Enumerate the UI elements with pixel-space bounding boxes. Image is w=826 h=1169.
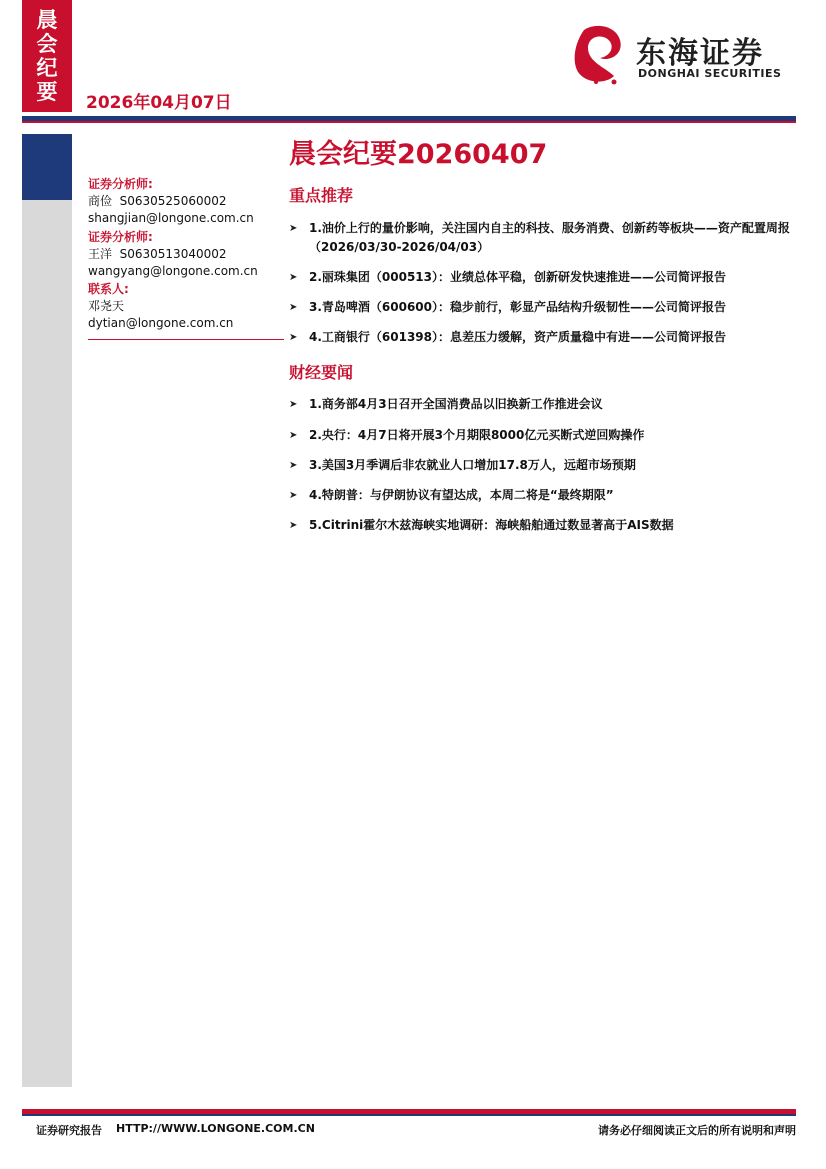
list-item-text: 3.青岛啤酒（600600）：稳步前行，彰显产品结构升级韧性——公司简评报告	[309, 300, 727, 314]
left-sidebar	[22, 134, 72, 1087]
analyst-2	[88, 229, 258, 280]
list-item-text: 3.美国3月季调后非农就业人口增加17.8万人，远超市场预期	[309, 458, 636, 472]
bullet-arrow-icon: ➤	[289, 490, 298, 501]
report-type-tab	[22, 0, 72, 112]
analyst-email: shangjian@longone.com.cn	[88, 211, 254, 225]
analyst-1	[88, 176, 254, 227]
list-item[interactable]	[289, 516, 804, 535]
contact	[88, 281, 233, 332]
analyst-name-code: 商俭 S0630525060002	[88, 194, 227, 208]
sidebar-accent-block	[22, 134, 72, 200]
header-rule-accent	[22, 121, 796, 123]
dragon-logo-icon	[566, 22, 630, 92]
list-item-text: 4.工商银行（601398）：息差压力缓解，资产质量稳中有进——公司简评报告	[309, 330, 727, 344]
analyst-label: 证券分析师:	[88, 230, 153, 244]
report-date: 2026年04月07日	[86, 93, 232, 113]
footer-url-link[interactable]: HTTP://WWW.LONGONE.COM.CN	[116, 1122, 315, 1135]
bullet-arrow-icon: ➤	[289, 272, 298, 283]
list-item[interactable]	[289, 219, 804, 257]
analyst-label: 证券分析师:	[88, 177, 153, 191]
bullet-arrow-icon: ➤	[289, 460, 298, 471]
footer-disclaimer: 请务必仔细阅读正文后的所有说明和声明	[598, 1124, 796, 1137]
tab-char: 要	[36, 80, 58, 104]
list-item-text: 2.央行：4月7日将开展3个月期限8000亿元买断式逆回购操作	[309, 428, 645, 442]
list-item-text: 5.Citrini霍尔木兹海峡实地调研：海峡船舶通过数显著高于AIS数据	[309, 518, 674, 532]
list-item[interactable]	[289, 268, 804, 287]
list-item[interactable]	[289, 486, 804, 505]
bullet-arrow-icon: ➤	[289, 223, 298, 234]
bullet-arrow-icon: ➤	[289, 302, 298, 313]
list-item-text: 1.油价上行的量价影响，关注国内自主的科技、服务消费、创新药等板块——资产配置周报（2026/03/30-2026/04/03）	[309, 221, 790, 254]
list-item-text: 1.商务部4月3日召开全国消费品以旧换新工作推进会议	[309, 397, 603, 411]
list-item[interactable]	[289, 456, 804, 475]
bullet-arrow-icon: ➤	[289, 399, 298, 410]
tab-char: 会	[36, 32, 58, 56]
tab-char: 晨	[36, 8, 58, 32]
logo-chinese-name: 东海证券	[636, 36, 764, 71]
bullet-arrow-icon: ➤	[289, 332, 298, 343]
analyst-email: wangyang@longone.com.cn	[88, 264, 258, 278]
footer-report-label: 证券研究报告	[36, 1124, 102, 1137]
footer-rule-accent	[22, 1114, 796, 1116]
list-item[interactable]	[289, 328, 804, 347]
key-recommendations-heading: 重点推荐	[289, 186, 354, 205]
list-item[interactable]	[289, 395, 804, 414]
report-type-label	[22, 8, 72, 104]
list-item-text: 4.特朗普：与伊朗协议有望达成，本周二将是“最终期限”	[309, 488, 614, 502]
page-title: 晨会纪要20260407	[289, 139, 548, 170]
bullet-arrow-icon: ➤	[289, 430, 298, 441]
contact-email: dytian@longone.com.cn	[88, 316, 234, 330]
analyst-name-code: 王洋 S0630513040002	[88, 247, 227, 261]
company-logo	[566, 22, 806, 92]
logo-english-name: DONGHAI SECURITIES	[638, 67, 782, 80]
bullet-arrow-icon: ➤	[289, 520, 298, 531]
financial-news-heading: 财经要闻	[289, 363, 354, 382]
contact-divider	[88, 339, 284, 340]
list-item[interactable]	[289, 426, 804, 445]
list-item-text: 2.丽珠集团（000513）：业绩总体平稳，创新研发快速推进——公司简评报告	[309, 270, 727, 284]
list-item[interactable]	[289, 298, 804, 317]
tab-char: 纪	[36, 56, 58, 80]
contact-label: 联系人:	[88, 282, 129, 296]
contact-name: 邓尧天	[88, 299, 125, 313]
